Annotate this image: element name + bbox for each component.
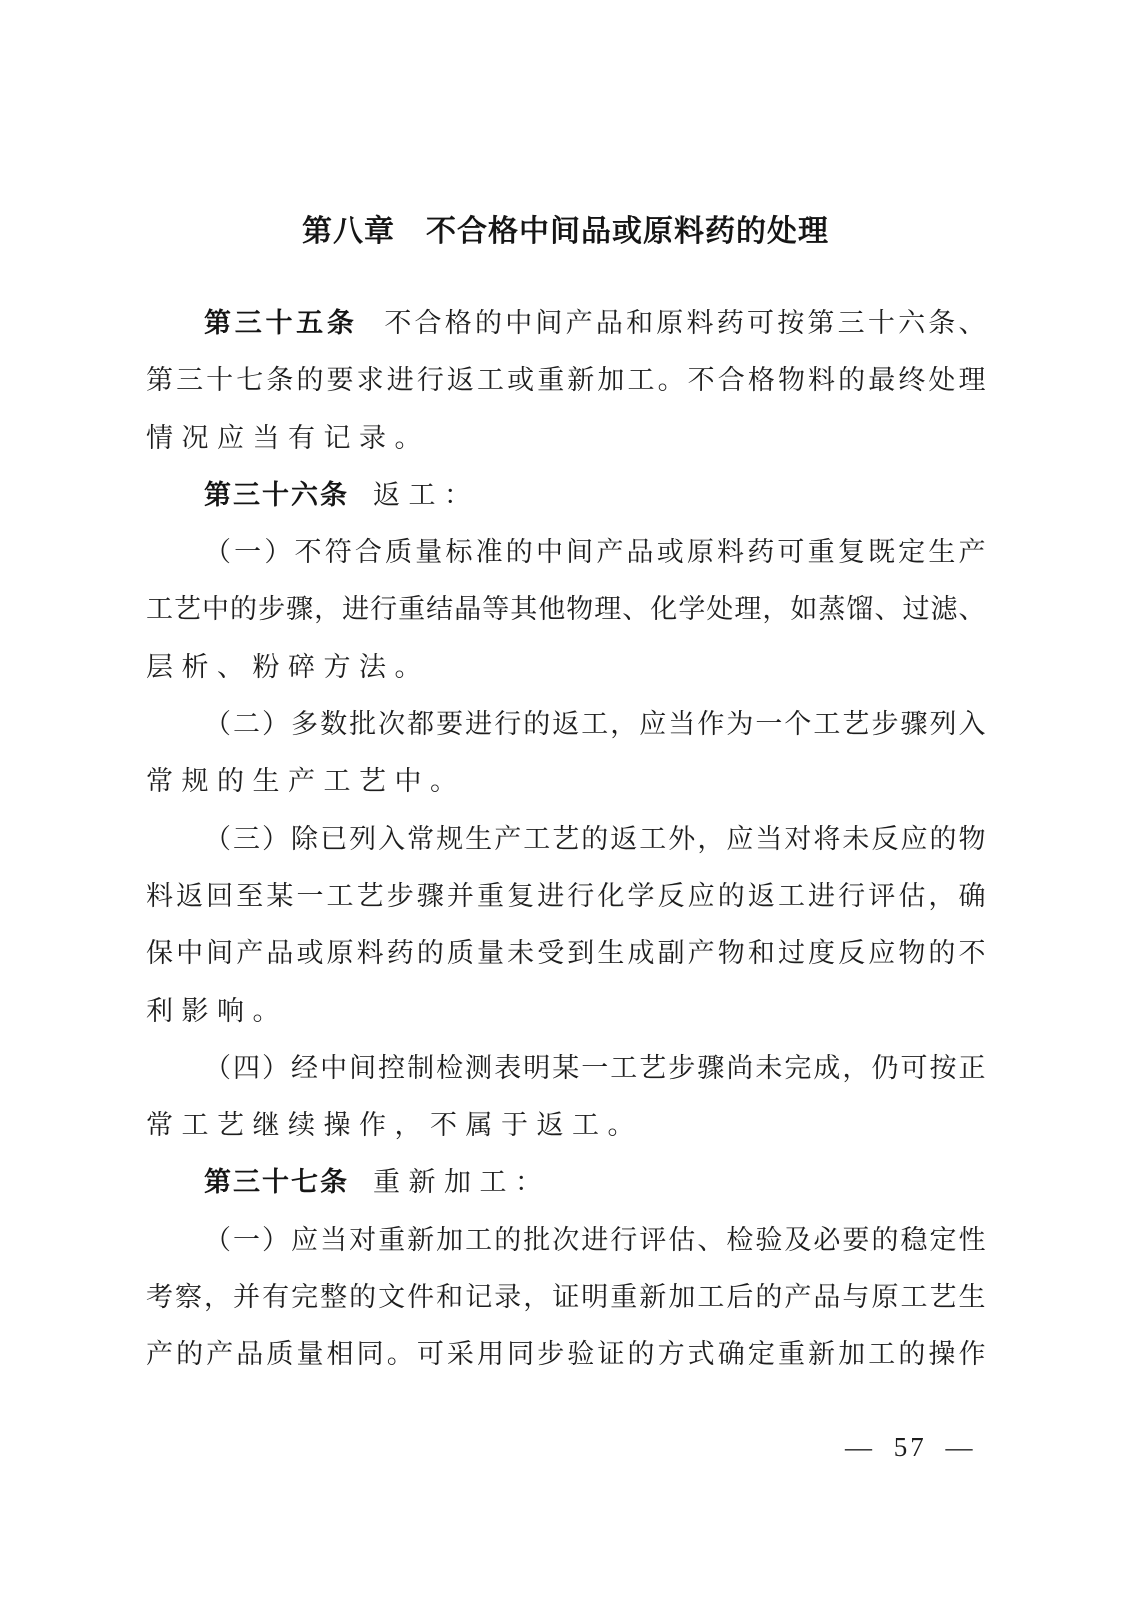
document-line [146, 581, 986, 638]
document-line [146, 753, 986, 810]
line-text: 第三十七条的要求进行返工或重新加工。不合格物料的最终处理 [146, 365, 986, 396]
document-line [146, 868, 986, 925]
document-line [146, 524, 986, 581]
document-line [146, 925, 986, 982]
line-text: （三）除已列入常规生产工艺的返工外，应当对将未反应的物 [204, 823, 986, 854]
article-number-lead: 第三十五条 [204, 308, 358, 338]
article-number-lead: 第三十六条 [204, 479, 349, 510]
document-line [146, 696, 986, 753]
document-line [146, 1040, 986, 1097]
line-text: 重新加工： [373, 1167, 551, 1198]
line-text: 工艺中的步骤，进行重结晶等其他物理、化学处理，如蒸馏、过滤、 [146, 594, 986, 625]
line-text: （一）应当对重新加工的批次进行评估、检验及必要的稳定性 [204, 1224, 986, 1255]
line-text: 常规的生产工艺中。 [146, 766, 466, 797]
document-line [146, 1326, 986, 1383]
document-line [146, 1269, 986, 1326]
line-text: （二）多数批次都要进行的返工，应当作为一个工艺步骤列入 [204, 709, 986, 740]
line-text: 考察，并有完整的文件和记录，证明重新加工后的产品与原工艺生 [146, 1282, 986, 1313]
document-line [146, 639, 986, 696]
line-text: （一）不符合质量标准的中间产品或原料药可重复既定生产 [204, 537, 986, 568]
chapter-heading: 第八章 不合格中间品或原料药的处理 [302, 215, 829, 248]
line-text: 情况应当有记录。 [146, 422, 430, 453]
document-line [146, 983, 986, 1040]
line-text: 层析、粉碎方法。 [146, 651, 430, 682]
document-line [146, 811, 986, 868]
article-number-lead: 第三十七条 [204, 1167, 349, 1198]
document-line [146, 467, 986, 524]
line-text: 产的产品质量相同。可采用同步验证的方式确定重新加工的操作 [146, 1339, 986, 1370]
line-text: 不合格的中间产品和原料药可按第三十六条、 [381, 308, 987, 338]
page-number: — 57 — [845, 1432, 976, 1462]
line-text: 料返回至某一工艺步骤并重复进行化学反应的返工进行评估，确 [146, 880, 986, 911]
line-text: （四）经中间控制检测表明某一工艺步骤尚未完成，仍可按正 [204, 1052, 986, 1083]
document-line [146, 295, 986, 352]
line-text: 保中间产品或原料药的质量未受到生成副产物和过度反应物的不 [146, 938, 986, 969]
line-text: 利影响。 [146, 995, 288, 1026]
document-line [146, 1154, 986, 1211]
document-line [146, 1097, 986, 1154]
document-line [146, 352, 986, 409]
document-line [146, 1212, 986, 1269]
document-line [146, 410, 986, 467]
line-text: 常工艺继续操作，不属于返工。 [146, 1110, 643, 1141]
line-text: 返工： [373, 479, 480, 510]
document-body [146, 295, 986, 1384]
